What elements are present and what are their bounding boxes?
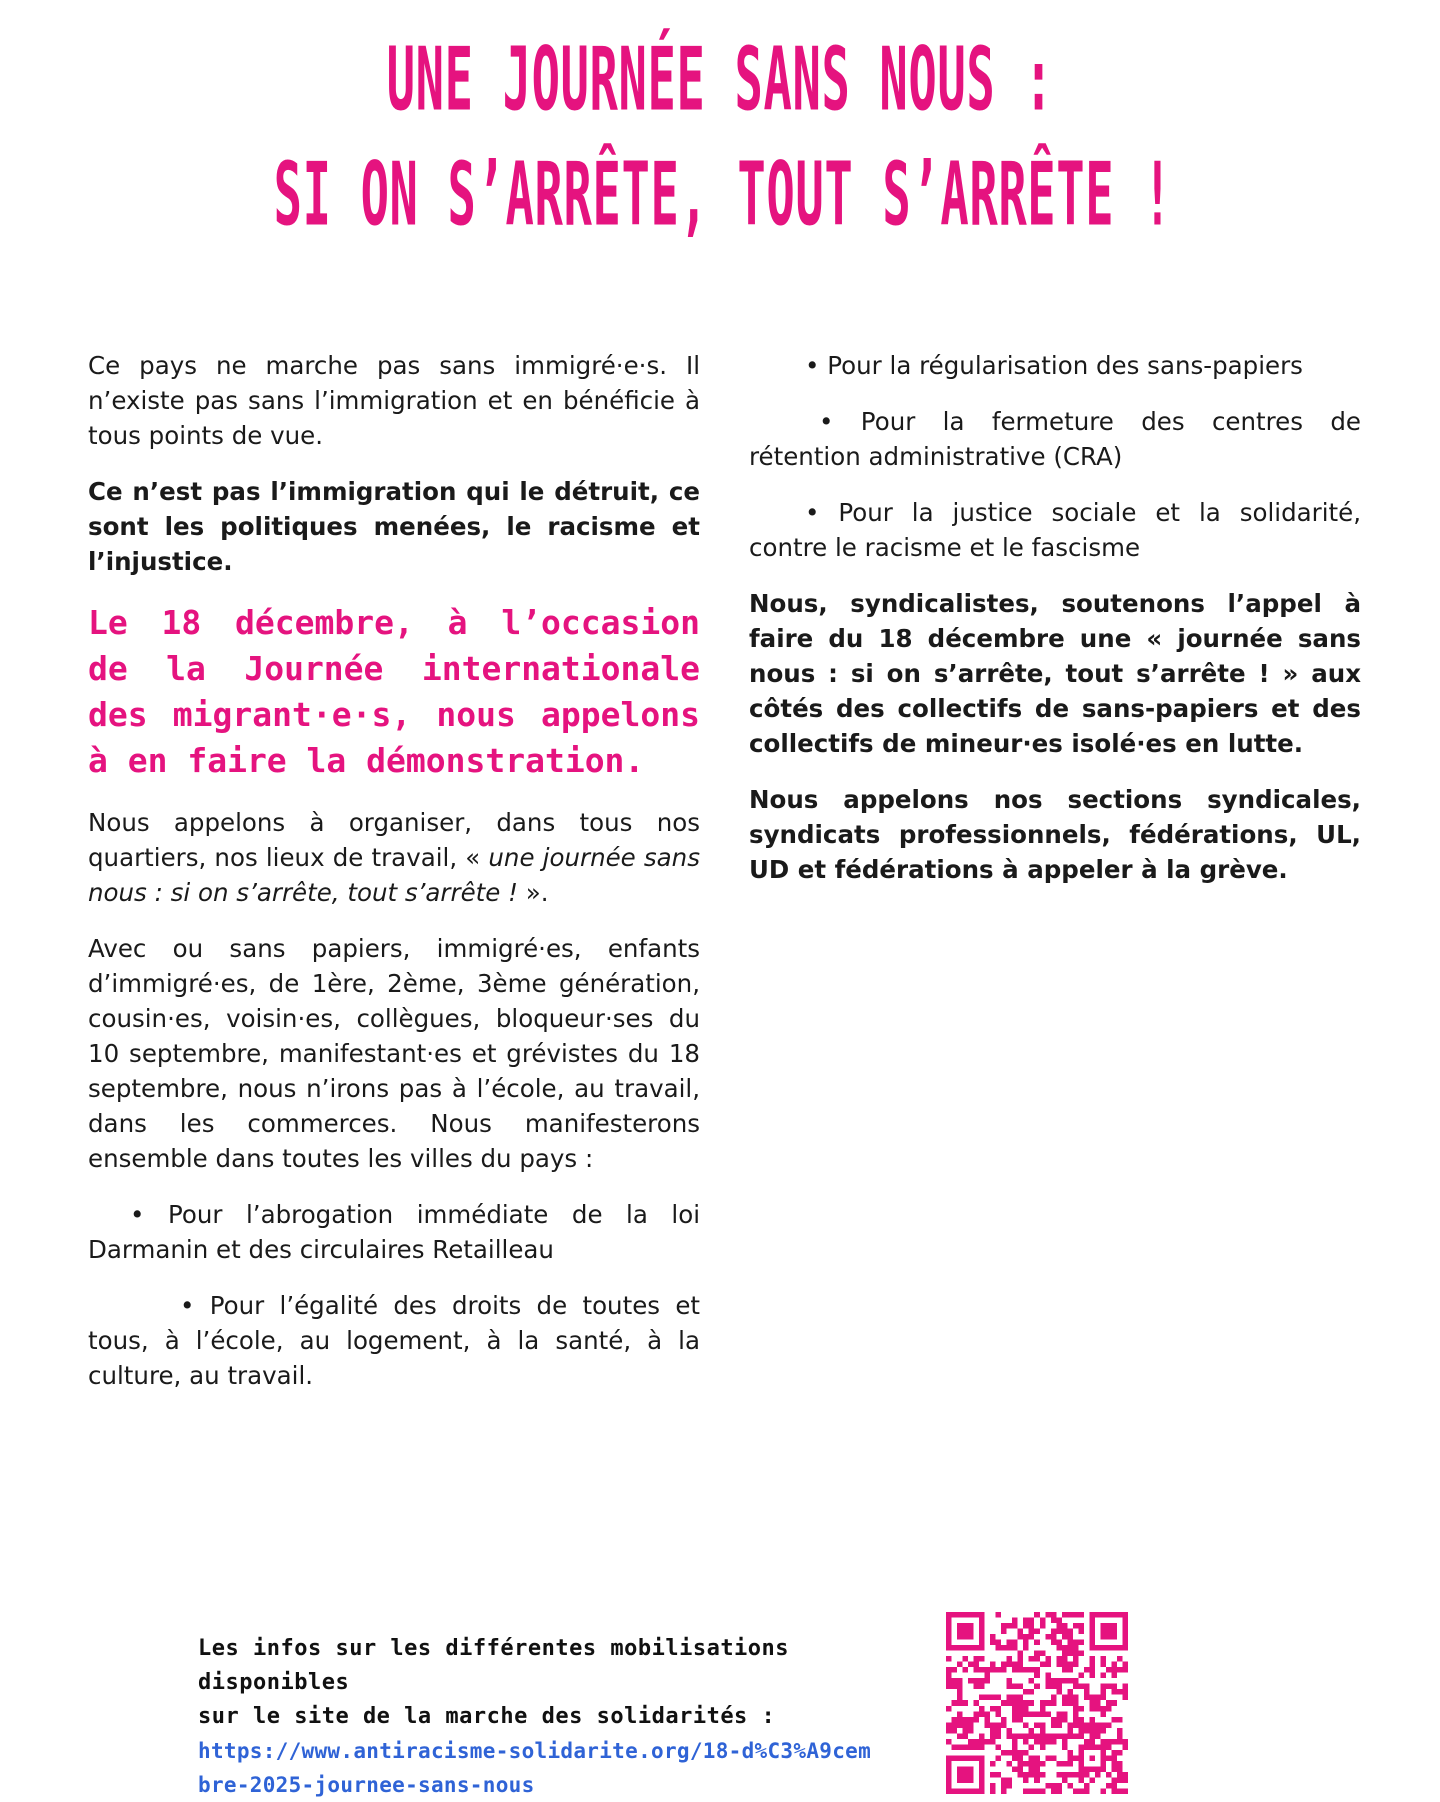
intro-paragraph: Ce pays ne marche pas sans immigré·e·s. Il n’existe pas sans l’immigration et en bénéficie à tous points de vue. — [88, 351, 700, 450]
footer-line-1: Les infos sur les différentes mobilisations disponibles — [198, 1636, 790, 1695]
call-paragraph — [88, 805, 700, 910]
footer-line-2: sur le site de la marche des solidarités : — [198, 1704, 776, 1729]
right-column — [749, 348, 1361, 908]
demand-item-4: • Pour la fermeture des centres de rétention administrative (CRA) — [749, 407, 1361, 471]
demand-item-2: • Pour l’égalité des droits de toutes et tous, à l’école, au logement, à la santé, à la culture, au travail. — [88, 1291, 700, 1390]
title-line-2: SI ON S’ARRÊTE, TOUT S’ARRÊTE ! — [273, 142, 1173, 246]
qr-code-icon[interactable] — [946, 1612, 1128, 1794]
who-paragraph: Avec ou sans papiers, immigré·es, enfants d’immigré·es, de 1ère, 2ème, 3ème génération, cousin·es, voisin·es, collègues, bloqueur·ses du 10 septembre, manifestant·es et grévistes du 18 septembre, nous n’irons pas à l’école, au travail, dans les commerces. Nous manifesterons ensemble dans toutes les villes du pays : — [88, 934, 700, 1173]
bold-statement: Ce n’est pas l’immigration qui le détruit, ce sont les politiques menées, le racisme et l’injustice. — [88, 477, 700, 576]
demand-item-5: • Pour la justice sociale et la solidarité, contre le racisme et le fascisme — [749, 498, 1361, 562]
strike-call-paragraph: Nous appelons nos sections syndicales, syndicats professionnels, fédérations, UL, UD et fédérations à appeler à la grève. — [749, 785, 1361, 884]
highlight-statement: Le 18 décembre, à l’occasion de la Journée internationale des migrant·e·s, nous appelons à en faire la démonstration. — [88, 603, 700, 780]
call-text-start: Nous appelons à organiser, dans tous nos quartiers, nos lieux de travail, « — [88, 808, 700, 872]
demand-item-3: • Pour la régularisation des sans-papiers — [805, 351, 1303, 380]
demand-item-1: • Pour l’abrogation immédiate de la loi Darmanin et des circulaires Retailleau — [88, 1200, 700, 1264]
call-text-end: ». — [517, 878, 549, 907]
left-column — [88, 348, 700, 1414]
poster-title — [273, 22, 1173, 252]
unions-support-paragraph: Nous, syndicalistes, soutenons l’appel à faire du 18 décembre une « journée sans nous : si on s’arrête, tout s’arrête ! » aux côtés des collectifs de sans-papiers et des collectifs de mineur·es isolé·es en lutte. — [749, 589, 1361, 758]
title-line-1: UNE JOURNÉE SANS NOUS : — [386, 27, 1054, 131]
footer-info — [198, 1632, 878, 1802]
call-slogan: une journée sans nous : si on s’arrête, tout s’arrête ! — [88, 843, 700, 907]
footer-link[interactable]: https://www.antiracisme-solidarite.org/18-d%C3%A9cembre-2025-journee-sans-nous — [198, 1739, 872, 1797]
